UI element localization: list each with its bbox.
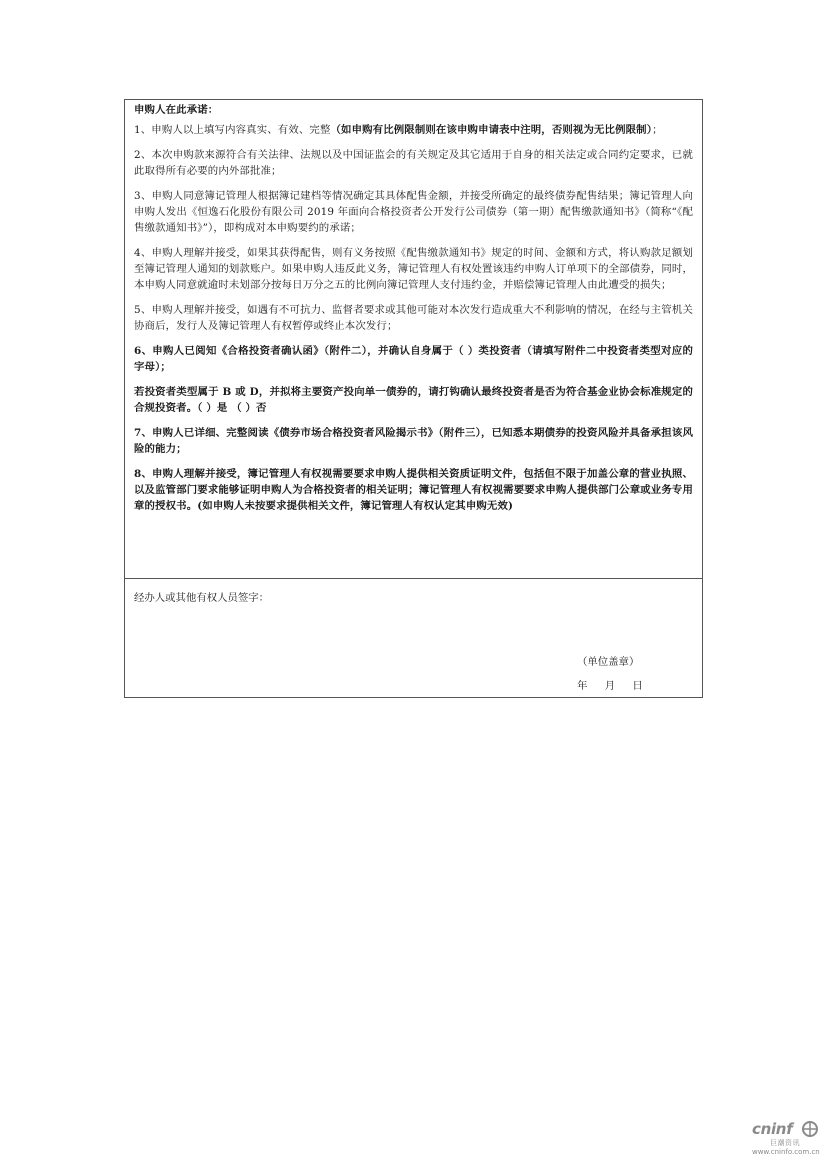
commitment-form <box>124 99 703 698</box>
commitment-item-6-note: 若投资者类型属于 B 或 D，并拟将主要资产投向单一债券的，请打钩确认最终投资者是否为符合基金业协会标准规定的合规投资者。（ ）是 （ ）否 <box>134 386 693 414</box>
commitment-item-5: 5、申购人理解并接受，如遇有不可抗力、监督者要求或其他可能对本次发行造成重大不利影响的情况，在经与主管机关协商后，发行人及簿记管理人有权暂停或终止本次发行； <box>134 304 693 332</box>
seal-label: （单位盖章） <box>577 656 640 668</box>
signature-label: 经办人或其他有权人员签字： <box>134 592 270 604</box>
commitment-item-2: 2、本次申购款来源符合有关法律、法规以及中国证监会的有关规定及其它适用于自身的相关法定或合同约定要求，已就此取得所有必要的内外部批准； <box>134 149 693 177</box>
cninfo-url: www.cninfo.com.cn <box>752 1148 820 1156</box>
commitment-item-4: 4、申购人理解并接受，如果其获得配售，则有义务按照《配售缴款通知书》规定的时间、金额和方式，将认购款足额划至簿记管理人通知的划款账户。如果申购人违反此义务，簿记管理人有权处置该违约申购人订单项下的全部债券，同时，本申购人同意就逾时未划部分按每日万分之五的比例向簿记管理人支付违约金，并赔偿簿记管理人由此遭受的损失； <box>134 247 693 291</box>
commitment-heading: 申购人在此承诺： <box>134 104 219 116</box>
item-1-text: 1、申购人以上填写内容真实、有效、完整 <box>134 124 331 136</box>
cninfo-cn-name: 巨潮资讯 <box>770 1139 800 1147</box>
item-1-bold-note: （如申购有比例限制则在该申购申请表中注明，否则视为无比例限制） <box>330 124 653 136</box>
cninfo-watermark <box>752 1120 822 1166</box>
signature-section <box>125 579 702 699</box>
cninfo-brand: cninf <box>752 1120 793 1138</box>
commitment-item-1 <box>134 122 693 138</box>
commitment-section <box>125 100 702 579</box>
date-label: 年 月 日 <box>577 680 643 692</box>
cninfo-logo-icon <box>802 1121 818 1137</box>
commitment-item-3: 3、申购人同意簿记管理人根据簿记建档等情况确定其具体配售金额，并接受所确定的最终债券配售结果；簿记管理人向申购人发出《恒逸石化股份有限公司 2019 年面向合格投资者公开发行公司债券（第一期）配售缴款通知书》（简称“《配售缴款通知书》”），即构成对本申购要约的承诺； <box>134 190 693 234</box>
commitment-item-8: 8、申购人理解并接受，簿记管理人有权视需要要求申购人提供相关资质证明文件，包括但不限于加盖公章的营业执照、以及监管部门要求能够证明申购人为合格投资者的相关证明；簿记管理人有权视需要要求申购人提供部门公章或业务专用章的授权书。(如申购人未按要求提供相关文件，簿记管理人有权认定其申购无效) <box>134 468 693 512</box>
commitment-item-6: 6、申购人已阅知《合格投资者确认函》（附件二），并确认自身属于（ ）类投资者（请填写附件二中投资者类型对应的字母）； <box>134 345 693 373</box>
item-1-suffix: ； <box>652 124 663 136</box>
commitment-item-7: 7、申购人已详细、完整阅读《债券市场合格投资者风险揭示书》（附件三），已知悉本期债券的投资风险并具备承担该风险的能力； <box>134 427 693 455</box>
